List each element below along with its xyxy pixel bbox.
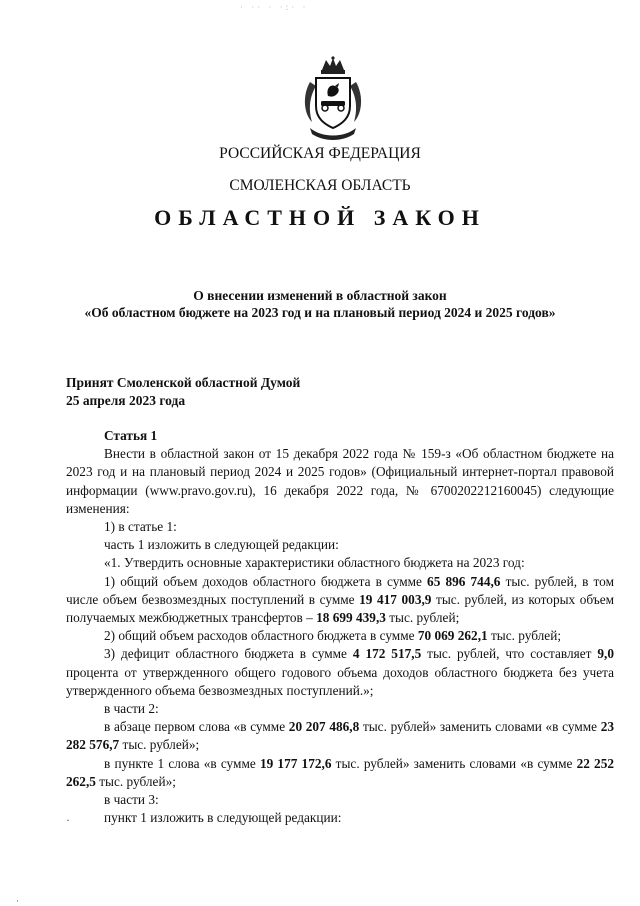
paragraph-expenses: 2) общий объем расходов областного бюджета в сумме 70 069 262,1 тыс. рублей; bbox=[104, 628, 562, 644]
margin-mark: · bbox=[66, 813, 70, 827]
paragraph-item-1: 1) в статье 1: bbox=[104, 519, 177, 535]
law-subject-line2: «Об областном бюджете на 2023 год и на плановый период 2024 и 2025 годов» bbox=[84, 305, 556, 320]
law-subject bbox=[0, 287, 640, 321]
deficit-percent: 9,0 bbox=[597, 646, 614, 662]
amount-revenue: 65 896 744,6 bbox=[427, 573, 501, 589]
paragraph-part-1: часть 1 изложить в следующей редакции: bbox=[104, 537, 339, 553]
adoption-body: Принят Смоленской областной Думой bbox=[66, 375, 301, 390]
paragraph-punkt-1-new: пункт 1 изложить в следующей редакции: bbox=[104, 810, 342, 826]
law-subject-line1: О внесении изменений в областной закон bbox=[193, 288, 447, 303]
adoption-info bbox=[66, 374, 300, 410]
scan-artifacts: · ·· · ·:· · bbox=[240, 2, 309, 12]
adoption-date: 25 апреля 2023 года bbox=[66, 393, 186, 408]
paragraph-abzats-1: в абзаце первом слова «в сумме 20 207 486,8 тыс. рублей» заменить словами «в сумме 23 282 576,7 тыс. рублей»; bbox=[66, 719, 615, 753]
paragraph-characteristics: «1. Утвердить основные характеристики областного бюджета на 2023 год: bbox=[104, 555, 525, 571]
amount-grants: 19 417 003,9 bbox=[359, 591, 432, 607]
paragraph-punkt-1: в пункте 1 слова «в сумме 19 177 172,6 тыс. рублей» заменить словами «в сумме 22 252 262,5 тыс. рублей»; bbox=[66, 755, 615, 789]
amount-expenses: 70 069 262,1 bbox=[417, 628, 488, 644]
law-body bbox=[66, 427, 614, 827]
article-title: Статья 1 bbox=[104, 428, 158, 443]
amount-deficit: 4 172 517,5 bbox=[352, 646, 422, 662]
paragraph-part-2: в части 2: bbox=[104, 701, 159, 717]
region-heading: СМОЛЕНСКАЯ ОБЛАСТЬ bbox=[229, 177, 411, 194]
paragraph-deficit: 3) дефицит областного бюджета в сумме 4 172 517,5 тыс. рублей, что составляет 9,0 процента от утвержденного общего годового объема доходов областного бюджета без учета утвержденного объема безвозмездных поступлений.»; bbox=[66, 646, 614, 698]
federation-heading: РОССИЙСКАЯ ФЕДЕРАЦИЯ bbox=[219, 145, 421, 162]
paragraph-intro: Внести в областной закон от 15 декабря 2022 года № 159-з «Об областном бюджете на 2023 год и на плановый период 2024 и 2025 годов» (Официальный интернет-портал правовой информации (www.pravo.gov.ru), 16 декабря 2022 года, № 6700202212160045) следующие изменения: bbox=[66, 446, 614, 516]
coat-of-arms-icon bbox=[300, 56, 366, 140]
amount-transfers: 18 699 439,3 bbox=[316, 610, 386, 626]
paragraph-revenue: 1) общий объем доходов областного бюджета в сумме 65 896 744,6 тыс. рублей, в том числе объем безвозмездных поступлений в сумме 19 417 003,9 тыс. рублей, из которых объем получаемых межбюджетных трансфертов – 18 699 439,3 тыс. рублей; bbox=[66, 573, 615, 626]
margin-mark-bottom: · bbox=[16, 896, 19, 906]
document-type-heading: ОБЛАСТНОЙ ЗАКОН bbox=[154, 205, 486, 230]
paragraph-part-3: в части 3: bbox=[104, 792, 159, 808]
